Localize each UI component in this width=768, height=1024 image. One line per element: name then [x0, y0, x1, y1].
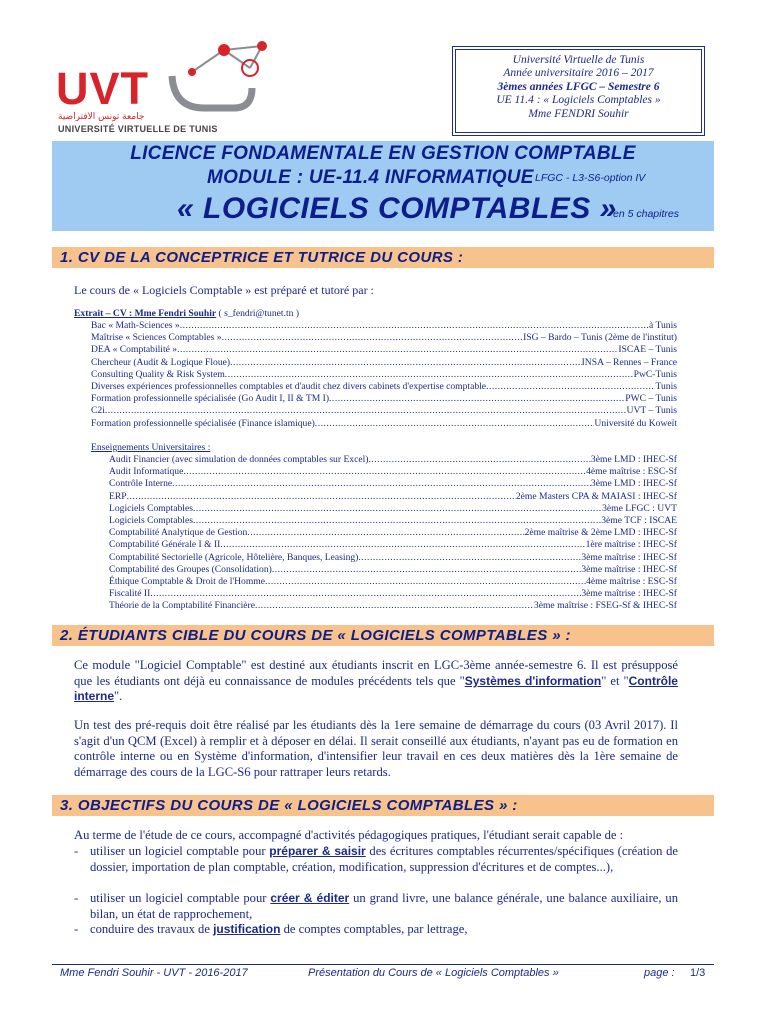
entry-label: Formation professionnelle spécialisée (Go Audit I, II & TM I)	[91, 393, 330, 405]
entry-label: Logiciels Comptables	[109, 515, 193, 526]
bullet-dash: -	[74, 891, 79, 905]
info-semester: 3èmes années LFGC – Semestre 6	[497, 80, 660, 93]
entry-value: Université du Koweït	[594, 417, 677, 429]
entry-value: 3ème LMD : IHEC-Sf	[590, 454, 677, 465]
entry-value: 3ème LFGC : UVT	[602, 502, 677, 514]
footer-page-label: page :	[644, 967, 675, 979]
link-controle-interne: Contrôle interne	[74, 673, 678, 704]
section-2-paragraph-1	[74, 658, 678, 705]
dot-leader	[272, 564, 582, 576]
teaching-entry	[109, 503, 677, 515]
section-2-paragraph-2: Un test des pré-requis doit être réalisé par les étudiants dès la 1ere semaine de démarrage du cours (03 Avril 2017). Il s'agit d'un QCM (Excel) à remplir et à déposer en délai. Il serait conseillé aux étudiants, n'ayant pas eu de formation en contrôle interne ou en Système d'information, d'intensifier leur travail en ces deux matières dès la 1ère semaine de démarrage des cours de la LGC-S6 pour rattraper leurs retards.	[74, 718, 678, 779]
objective-3-text-a: conduire des travaux de	[90, 922, 214, 936]
cv-entry	[91, 344, 677, 356]
dot-leader	[369, 454, 591, 466]
teaching-entry	[109, 600, 677, 612]
entry-label: Fiscalité II	[109, 588, 151, 600]
objective-1-text-a: utiliser un logiciel comptable pour	[90, 844, 270, 858]
entry-value: 3ème maîtrise : FSEG-Sf & IHEC-Sf	[533, 600, 677, 612]
network-icon	[164, 36, 279, 116]
dot-leader	[180, 320, 649, 332]
dot-leader	[329, 393, 625, 405]
dot-leader	[247, 527, 524, 539]
teaching-entry	[109, 552, 677, 564]
objective-item	[74, 922, 678, 938]
teaching-title: Enseignements Universitaires :	[91, 442, 211, 453]
entry-value: UVT – Tunis	[626, 405, 677, 417]
entry-value: 3ème LMD : IHEC-Sf	[590, 478, 677, 490]
entry-label: Comptabilité des Groupes (Consolidation)	[109, 563, 272, 575]
cv-entry	[91, 320, 677, 332]
logo-wordmark: UVT	[56, 63, 149, 114]
objective-3-text-c: de comptes comptables, par lettrage,	[280, 922, 468, 936]
entry-value: 3ème maîtrise : IHEC-Sf	[581, 551, 677, 563]
entry-value: 1ère maîtrise : IHEC-Sf	[585, 539, 677, 551]
entry-value: 3ème maîtrise : IHEC-Sf	[581, 588, 677, 600]
p1-text-mid: " et "	[601, 673, 629, 688]
entry-value: à Tunis	[649, 320, 677, 331]
dot-leader	[222, 332, 524, 344]
footer-rule	[52, 964, 714, 965]
dot-leader	[177, 344, 618, 356]
entry-value: 2ème maîtrise & 2ème LMD : IHEC-Sf	[524, 527, 677, 539]
cv-entry	[91, 369, 677, 381]
bullet-dash: -	[74, 922, 79, 936]
info-university: Université Virtuelle de Tunis	[512, 54, 645, 66]
dot-leader	[105, 405, 627, 417]
entry-label: Théorie de la Comptabilité Financière	[109, 600, 255, 612]
entry-value: INSA – Rennes – France	[581, 356, 677, 368]
entry-value: 4ème maîtrise : ESC-Sf	[586, 466, 677, 478]
dot-leader	[193, 515, 601, 527]
section-3-heading: 3. OBJECTIFS DU COURS DE « LOGICIELS COMPTABLES » :	[52, 795, 714, 816]
entry-label: Audit Financier (avec simulation de données comptables sur Excel)	[109, 454, 369, 465]
title-module: MODULE : UE-11.4 INFORMATIQUE	[207, 167, 534, 188]
teaching-entry	[109, 491, 677, 503]
teaching-entry	[109, 527, 677, 539]
objective-2-emphasis: créer & éditer	[270, 891, 350, 905]
dot-leader	[358, 552, 581, 564]
objective-2-text-a: utiliser un logiciel comptable pour	[90, 891, 271, 905]
objective-1-text-c: des écritures comptables récurrentes/spécifiques (création de dossier, importation de plan comptable, création, modification, suppression d'écritures et de comptes...),	[90, 844, 678, 874]
title-chapters-note: en 5 chapitres	[613, 208, 679, 220]
objective-item	[74, 844, 678, 875]
dot-leader	[220, 539, 585, 551]
teaching-entry	[109, 576, 677, 588]
title-course: « LOGICIELS COMPTABLES »	[177, 192, 617, 225]
entry-label: Consulting Quality & Risk System	[91, 368, 225, 380]
entry-label: Bac « Math-Sciences »	[91, 320, 180, 331]
entry-value: 3ème maîtrise : IHEC-Sf	[581, 563, 677, 575]
teaching-entry	[109, 466, 677, 478]
entry-label: Diverses expériences professionnelles comptables et d'audit chez divers cabinets d'expertise comptable	[91, 381, 487, 392]
entry-value: 2ème Masters CPA & MAIASI : IHEC-Sf	[515, 490, 677, 502]
bullet-dash: -	[74, 844, 79, 858]
objective-1-emphasis: préparer & saisir	[269, 844, 366, 858]
dot-leader	[265, 576, 586, 588]
link-systemes-information: Systèmes d'information	[464, 673, 602, 688]
entry-label: DEA « Comptabilité »	[91, 344, 178, 356]
entry-value: 3ème TCF : ISCAE	[601, 515, 677, 526]
cv-title	[74, 308, 299, 319]
teaching-entry	[109, 539, 677, 551]
title-banner	[52, 141, 714, 231]
section-1-intro: Le cours de « Logiciels Comptable » est préparé et tutoré par :	[74, 283, 374, 297]
dot-leader	[172, 478, 591, 490]
footer-page-number: 1/3	[690, 967, 706, 979]
teaching-entry	[109, 454, 677, 466]
teaching-entry	[109, 478, 677, 490]
entry-value: PwC-Tunis	[633, 368, 677, 380]
cv-entry	[91, 357, 677, 369]
entry-label: Chercheur (Audit & Logique Floue)	[91, 356, 231, 368]
entry-label: ERP	[109, 490, 127, 502]
footer-author: Mme Fendri Souhir - UVT - 2016-2017	[60, 967, 248, 979]
entry-value: ISG – Bardo – Tunis (2ème de l'institut)	[523, 332, 677, 344]
dot-leader	[315, 418, 595, 430]
entry-label: Logiciels Comptables	[109, 502, 193, 514]
objective-item	[74, 891, 678, 922]
dot-leader	[225, 369, 634, 381]
dot-leader	[183, 466, 586, 478]
dot-leader	[193, 503, 602, 515]
objective-2-text-c: un grand livre, une balance générale, une balance auxiliaire, un bilan, un état de rapprochement,	[90, 891, 679, 921]
p1-text-end: ".	[114, 689, 123, 704]
uvt-logo	[52, 36, 282, 136]
title-module-note: LFGC - L3-S6-option IV	[535, 172, 646, 184]
entry-value: 4ème maîtrise : ESC-Sf	[586, 576, 677, 587]
entry-label: Éthique Comptable & Droit de l'Homme	[109, 576, 266, 587]
entry-label: C2i	[91, 405, 105, 417]
title-licence: LICENCE FONDAMENTALE EN GESTION COMPTABLE	[130, 143, 636, 164]
entry-label: Comptabilité Sectorielle (Agricole, Hôtelière, Banques, Leasing)	[109, 551, 359, 563]
entry-value: PWC – Tunis	[625, 393, 677, 405]
objective-3-emphasis: justification	[213, 922, 281, 936]
dot-leader	[150, 588, 581, 600]
cv-entry	[91, 418, 677, 430]
cv-entry	[91, 405, 677, 417]
logo-french-text: UNIVERSITÉ VIRTUELLE DE TUNIS	[58, 124, 218, 134]
section-3-intro: Au terme de l'étude de ce cours, accompagné d'activités pédagogiques pratiques, l'étudiant serait capable de :	[74, 828, 624, 842]
cv-entry	[91, 381, 677, 393]
entry-label: Contrôle Interne	[109, 478, 173, 490]
teaching-entry	[109, 515, 677, 527]
dot-leader	[255, 600, 534, 612]
logo-arabic-text: جامعة تونس الافتراضية	[58, 112, 145, 122]
info-teacher: Mme FENDRI Souhir	[528, 107, 629, 120]
footer-title: Présentation du Cours de « Logiciels Comptables »	[308, 967, 559, 979]
info-year: Année universitaire 2016 – 2017	[503, 67, 654, 80]
entry-label: Formation professionnelle spécialisée (Finance islamique)	[91, 417, 315, 429]
cv-title-label: Extrait – CV : Mme Fendri Souhir	[74, 308, 217, 319]
cv-entry	[91, 332, 677, 344]
cv-entry	[91, 393, 677, 405]
cv-email: ( s_fendri@tunet.tn )	[216, 308, 300, 319]
entry-value: ISCAE – Tunis	[618, 344, 677, 356]
dot-leader	[486, 381, 655, 393]
p1-text-a: Ce module "Logiciel Comptable" est destiné aux étudiants inscrit en LGC-3ème année-semestre 6. Il est présupposé que les étudiants ont déjà eu connaissance de modules précédents tels que "	[74, 658, 678, 688]
teaching-entry	[109, 564, 677, 576]
section-2-heading: 2. ÉTUDIANTS CIBLE DU COURS DE « LOGICIELS COMPTABLES » :	[52, 625, 714, 646]
entry-label: Maîtrise « Sciences Comptables »	[91, 332, 222, 344]
entry-label: Comptabilité Générale I & II	[109, 539, 221, 551]
dot-leader	[230, 357, 582, 369]
section-1-heading: 1. CV DE LA CONCEPTRICE ET TUTRICE DU COURS :	[52, 247, 714, 268]
entry-label: Audit Informatique	[109, 466, 184, 478]
info-ue: UE 11.4 : « Logiciels Comptables »	[496, 94, 661, 107]
teaching-entry	[109, 588, 677, 600]
dot-leader	[127, 491, 516, 503]
entry-label: Comptabilité Analytique de Gestion	[109, 527, 248, 539]
course-info-box	[455, 49, 702, 133]
entry-value: Tunis	[655, 381, 677, 392]
